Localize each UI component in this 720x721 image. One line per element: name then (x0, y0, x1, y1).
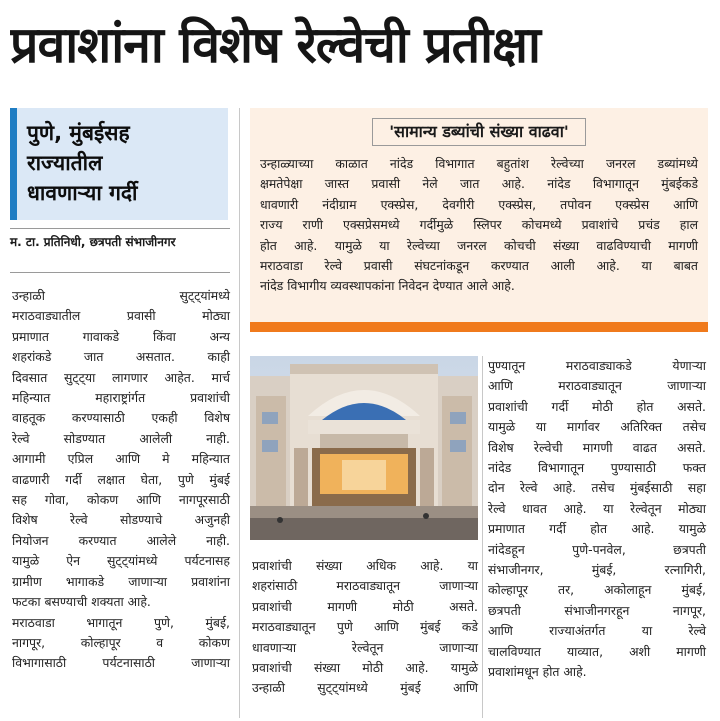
text-line: प्रवाशांची संख्या अधिक आहे. या (252, 558, 478, 573)
headline: प्रवाशांना विशेष रेल्वेची प्रतीक्षा (10, 16, 540, 74)
text-line: प्रवाशांची गर्दी मोठी होत असते. (488, 398, 706, 414)
text-line: विभागासाठी पर्यटनासाठी जाणाऱ्या (12, 655, 230, 671)
text-line: दिवसात सुट्ट्या लागणार आहेत. मार्च (12, 369, 230, 385)
text-line: नांदेडहून पुणे-पनवेल, छत्रपती (488, 541, 706, 557)
text-line: होत आहे. यामुळे या रेल्वेच्या जनरल कोचची संख्या वाढविण्याची मागणी (260, 237, 698, 253)
byline: म. टा. प्रतिनिधी, छत्रपती संभाजीनगर (10, 235, 176, 249)
text-line: प्रवाशांची मागणी मोठी असते. (252, 598, 478, 614)
subheading-box (10, 108, 228, 220)
subheading-line: धावणाऱ्या गर्दी (27, 181, 138, 205)
text-line: धावणारी नंदीग्राम एक्स्प्रेस, देवगीरी एक्स्प्रेस, तपोवन एक्स्प्रेस आणि (260, 196, 698, 212)
text-line: दोन रेल्वे आहे. तसेच मुंबईसाठी सहा (488, 480, 706, 496)
text-line: आणि राज्याअंतर्गत या रेल्वे (488, 623, 706, 639)
text-line: विशेष रेल्वेची मागणी वाढत असते. (488, 439, 706, 455)
sidebar-box (250, 108, 708, 332)
text-line: मराठवाडा भागातून पुणे, मुंबई, (12, 614, 230, 630)
text-line: नांदेड विभागातून पुण्यासाठी फक्त (488, 460, 706, 476)
text-line: यामुळे ऐन सुट्ट्यांमध्ये पर्यटनासह (12, 553, 230, 569)
text-line: नांदेड विभागीय व्यवस्थापकांना निवेदन देण्यात आले आहे. (260, 278, 515, 294)
text-line: उन्हाळ्याच्या काळात नांदेड विभागात बहुतांश रेल्वेच्या जनरल डब्यांमध्ये (260, 156, 698, 171)
text-line: वाढणारी गर्दी लक्षात घेता, पुणे मुंबई (12, 471, 230, 487)
text-line: वाहतूक करण्यासाठी एकही विशेष (12, 410, 230, 426)
railway-station-photo (250, 356, 478, 540)
text-line: चालविण्यात याव्यात, अशी मागणी (488, 643, 706, 659)
text-line: विशेष रेल्वे सोडण्याचे अजुनही (12, 512, 230, 528)
byline-rule-top (10, 228, 230, 229)
text-line: उन्हाळी सुट्ट्यांमध्ये (12, 288, 230, 303)
text-line: संभाजीनगर, मुंबई, रत्नागिरी, (488, 562, 706, 578)
text-line: फटका बसण्याची शक्यता आहे. (12, 594, 151, 610)
text-line: पुण्यातून मराठवाड्याकडे येणाऱ्या (488, 358, 706, 373)
column-3 (488, 356, 706, 683)
text-line: छत्रपती संभाजीनगरहून नागपूर, (488, 602, 706, 618)
station-building-illustration (250, 356, 478, 540)
column-divider (482, 356, 483, 718)
text-line: सह गोवा, कोकण आणि नागपूरसाठी (12, 492, 230, 508)
text-line: शहरांकडे जात असतात. काही (12, 349, 230, 365)
subheading-line: पुणे, मुंबईसह (27, 121, 130, 145)
text-line: प्रमाणात गर्दी होत आहे. यामुळे (488, 521, 706, 537)
text-line: कोल्हापूर तर, अकोलाहून मुंबई, (488, 582, 706, 598)
text-line: यामुळे या मार्गावर अतिरिक्त तसेच (488, 419, 706, 435)
column-1 (12, 286, 230, 674)
text-line: नागपूर, कोल्हापूर व कोकण (12, 634, 230, 650)
text-line: क्षमतेपेक्षा जास्त प्रवासी नेले जात आहे. नांदेड विभागातून मुंबईकडे (260, 176, 698, 192)
text-line: महिन्यात महाराष्ट्रांर्गत प्रवाशांची (12, 390, 230, 406)
text-line: प्रमाणात गावाकडे किंवा अन्य (12, 328, 230, 344)
text-line: उन्हाळी सुट्ट्यांमध्ये मुंबई आणि (252, 680, 478, 696)
sidebar-box-title: 'सामान्य डब्यांची संख्या वाढवा' (372, 118, 586, 146)
column-2 (252, 556, 478, 699)
sidebar-box-text (260, 154, 698, 297)
text-line: ग्रामीण भागाकडे जाणाऱ्या प्रवाशांना (12, 573, 230, 589)
text-line: आणि मराठवाड्यातून जाणाऱ्या (488, 378, 706, 394)
byline-rule-bottom (10, 272, 230, 273)
subheading-line: राज्यातील (27, 151, 103, 175)
text-line: रेल्वे धावत आहे. या रेल्वेतून मोठ्या (488, 500, 706, 516)
text-line: मराठवाड्यातून पुणे आणि मुंबई कडे (252, 619, 478, 635)
text-line: प्रवाशांची संख्या मोठी आहे. यामुळे (252, 660, 478, 676)
text-line: आगामी एप्रिल आणि मे महिन्यात (12, 451, 230, 467)
text-line: प्रवाशांमधून होत आहे. (488, 664, 587, 680)
text-line: नियोजन करण्यात आलेले नाही. (12, 532, 230, 548)
text-line: रेल्वे सोडण्यात आलेली नाही. (12, 430, 230, 446)
text-line: राज्य राणी एक्सप्रेसमध्ये गर्दीमुळे स्लिपर कोचमध्ये प्रवाशांचे प्रचंड हाल (260, 217, 698, 233)
column-divider (239, 108, 240, 718)
text-line: धावणाऱ्या रेल्वेतून जाणाऱ्या (252, 639, 478, 655)
text-line: शहरांसाठी मराठवाड्यातून जाणाऱ्या (252, 578, 478, 594)
text-line: मराठवाड्यातील प्रवासी मोठ्या (12, 308, 230, 324)
text-line: मराठवाडा रेल्वे प्रवासी संघटनांकडून करण्यात आली आहे. या बाबत (260, 258, 698, 274)
